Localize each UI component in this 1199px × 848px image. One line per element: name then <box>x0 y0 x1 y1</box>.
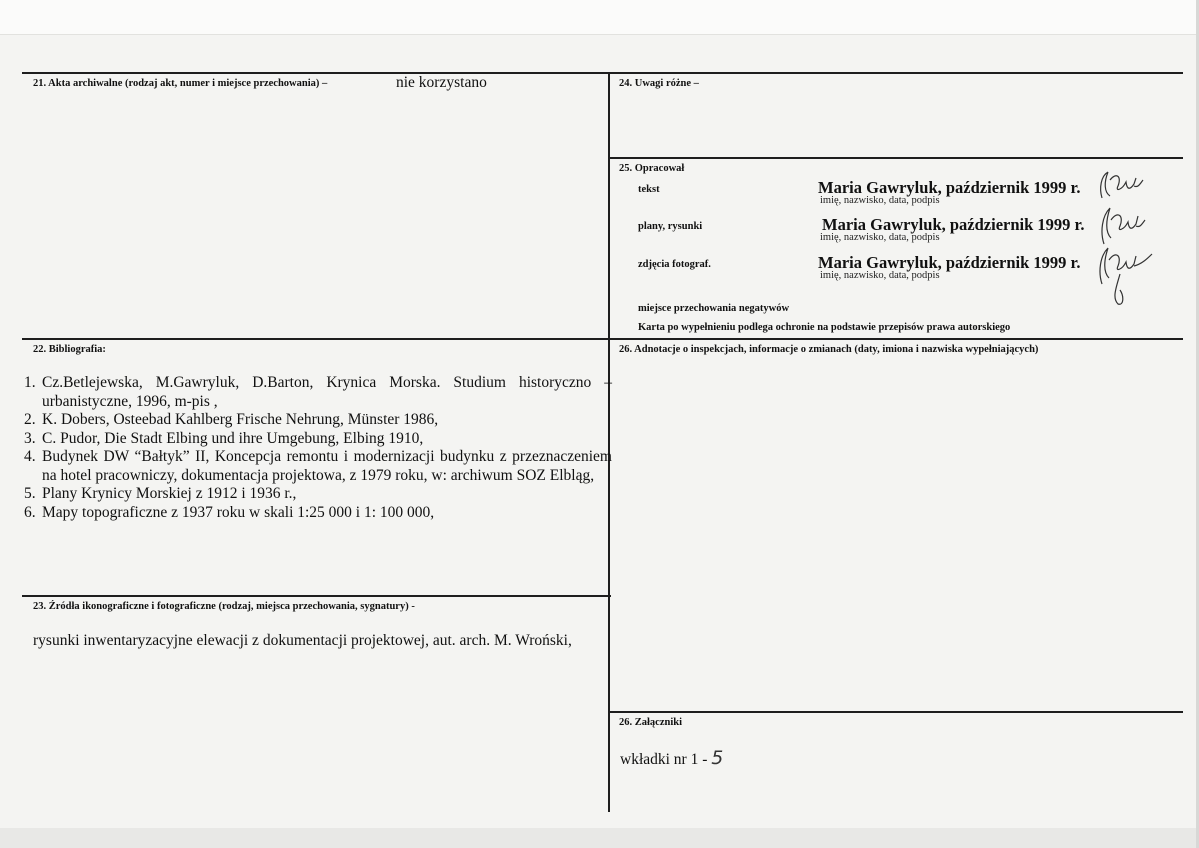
section-23-label: 23. Źródła ikonograficzne i fotograficzne (rodzaj, miejsca przechowania, sygnatury) - <box>33 601 415 612</box>
section-26-attachments-label: 26. Załączniki <box>619 717 683 728</box>
author-name-drawings: Maria Gawryluk, październik 1999 r. <box>822 215 1085 234</box>
role-photos-label: zdjęcia fotograf. <box>638 259 711 270</box>
role-drawings-label: plany, rysunki <box>638 221 703 232</box>
author-name-photos: Maria Gawryluk, październik 1999 r. <box>818 253 1081 272</box>
list-item: 4. Budynek DW “Bałtyk” II, Koncepcja remontu i modernizacji budynku z przeznaczeniem na hotel pracowniczy, dokumentacja projektowa, z 1979 roku, w: archiwum SOZ Elbląg, <box>24 448 612 484</box>
attachments-value <box>620 747 723 769</box>
top-rule <box>22 72 1183 74</box>
list-item: 6. Mapy topograficzne z 1937 roku w skali 1:25 000 i 1: 100 000, <box>24 503 435 521</box>
list-item: 5. Plany Krynicy Morskiej z 1912 i 1936 r., <box>24 485 297 502</box>
bibliography-list <box>24 374 612 522</box>
author-sub-photos: imię, nazwisko, data, podpis <box>820 270 940 281</box>
list-item: 2. K. Dobers, Osteebad Kahlberg Frische Nehrung, Münster 1986, <box>24 411 439 428</box>
attachments-number: 5 <box>711 747 724 769</box>
section-25-label: 25. Opracował <box>619 163 685 174</box>
role-text-label: tekst <box>638 184 660 195</box>
author-sub-drawings: imię, nazwisko, data, podpis <box>820 232 940 243</box>
handwritten-signature-1 <box>1096 168 1146 206</box>
list-item: 3. C. Pudor, Die Stadt Elbing und ihre Umgebung, Elbing 1910, <box>24 429 424 447</box>
handwritten-signature-2 <box>1096 204 1146 248</box>
rule-middle <box>22 338 1183 340</box>
rule-26b-top <box>609 711 1183 713</box>
author-sub-text: imię, nazwisko, data, podpis <box>820 195 940 206</box>
negatives-location-label: miejsce przechowania negatywów <box>638 303 790 314</box>
section-22-label: 22. Bibliografia: <box>33 344 106 355</box>
rule-23-top <box>22 595 611 597</box>
attachments-prefix: wkładki nr 1 - <box>620 751 708 768</box>
section-24-label: 24. Uwagi różne – <box>619 78 699 89</box>
section-23-value: rysunki inwentaryzacyjne elewacji z dokumentacji projektowej, aut. arch. M. Wroński, <box>33 632 572 649</box>
handwritten-signature-3 <box>1094 244 1154 308</box>
rule-25-top <box>609 157 1183 159</box>
scan-margin-bottom <box>0 828 1199 848</box>
copyright-note: Karta po wypełnieniu podlega ochronie na podstawie przepisów prawa autorskiego <box>638 322 1011 333</box>
author-name-text: Maria Gawryluk, październik 1999 r. <box>818 178 1081 197</box>
section-21-label: 21. Akta archiwalne (rodzaj akt, numer i miejsce przechowania) – <box>33 78 328 89</box>
section-26-annotations-label: 26. Adnotacje o inspekcjach, informacje o zmianach (daty, imiona i nazwiska wypełniających) <box>619 344 1039 355</box>
list-item: 1. Cz.Betlejewska, M.Gawryluk, D.Barton, Krynica Morska. Studium historyczno – urbanistyczne, 1996, m-pis , <box>24 374 612 410</box>
section-21-value: nie korzystano <box>396 74 487 91</box>
scan-margin-top <box>0 0 1199 35</box>
